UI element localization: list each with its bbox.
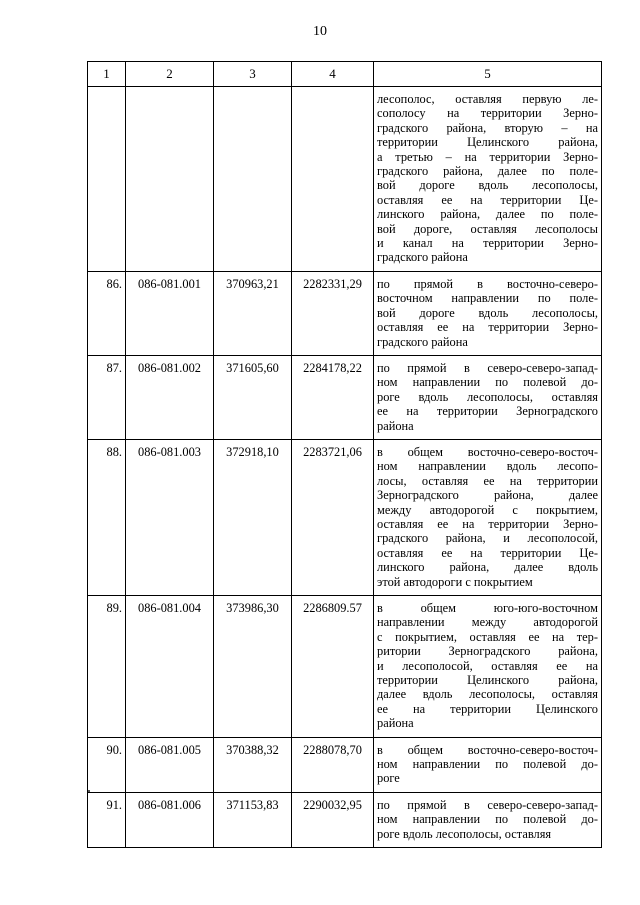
description-line: между автодорогой с покрытием, — [377, 502, 598, 517]
description-line: в общем восточно-северо-восточ- — [377, 742, 598, 757]
description-line: ее на территории Целинского — [377, 701, 598, 716]
cell-code: 086-081.004 — [126, 596, 214, 738]
description-line: ном направлении вдоль лесопо- — [377, 459, 598, 474]
description-line: и канал на территории Зерно- — [377, 236, 598, 251]
cell-y — [292, 87, 374, 272]
table-body — [88, 87, 602, 848]
description-line: и лесополосой, оставляя ее на — [377, 658, 598, 673]
description-line: градского района, вторую – на — [377, 120, 598, 135]
cell-number: 86. — [88, 271, 126, 355]
cell-code: 086-081.006 — [126, 792, 214, 847]
description-line: лосы, оставляя ее на территории — [377, 473, 598, 488]
description-line: градского района, далее по поле- — [377, 164, 598, 179]
cell-number: 87. — [88, 355, 126, 439]
cell-description — [374, 737, 602, 792]
cell-description — [374, 596, 602, 738]
cell-x: 371605,60 — [214, 355, 292, 439]
column-header-4: 4 — [292, 62, 374, 87]
description-line: района — [377, 418, 414, 433]
description-line: ном направлении по полевой до- — [377, 757, 598, 772]
cell-description — [374, 355, 602, 439]
cell-y: 2283721,06 — [292, 439, 374, 595]
description-line: направлении между автодорогой — [377, 615, 598, 630]
description-line: Зерноградского района, далее — [377, 488, 598, 503]
description-line: по прямой в северо-северо-запад- — [377, 360, 598, 375]
cell-description — [374, 439, 602, 595]
cell-x: 371153,83 — [214, 792, 292, 847]
column-header-5: 5 — [374, 62, 602, 87]
description-line: территории Целинского района, — [377, 135, 598, 150]
description-line: оставляя ее на территории Зерно- — [377, 320, 598, 335]
description-line: ее на территории Зерноградского — [377, 404, 598, 419]
description-line: линского района, далее по поле- — [377, 207, 598, 222]
column-header-3: 3 — [214, 62, 292, 87]
boundary-table — [87, 61, 602, 848]
cell-number — [88, 87, 126, 272]
table-row — [88, 355, 602, 439]
description-line: с покрытием, оставляя ее на тер- — [377, 629, 598, 644]
description-line: вой дороге вдоль лесополосы, — [377, 305, 598, 320]
description-line: ном направлении по полевой до- — [377, 375, 598, 390]
stray-mark — [88, 790, 90, 792]
cell-number: 91. — [88, 792, 126, 847]
cell-x — [214, 87, 292, 272]
column-header-2: 2 — [126, 62, 214, 87]
description-line: в общем юго-юго-восточном — [377, 601, 598, 615]
table-row — [88, 792, 602, 847]
description-line: линского района, далее вдоль — [377, 560, 598, 575]
table-row — [88, 596, 602, 738]
description-line: района — [377, 716, 414, 731]
description-line: оставляя ее на территории Це- — [377, 192, 598, 207]
description-line: роге вдоль лесополосы, оставляя — [377, 826, 552, 841]
cell-x: 370963,21 — [214, 271, 292, 355]
description-line: ном направлении по полевой до- — [377, 812, 598, 827]
description-line: роге — [377, 771, 400, 786]
table-row — [88, 271, 602, 355]
description-line: территории Целинского района, — [377, 673, 598, 688]
column-header-1: 1 — [88, 62, 126, 87]
description-line: восточном направлении по поле- — [377, 291, 598, 306]
page-number: 10 — [313, 24, 327, 39]
description-line: градского района, и лесополосой, — [377, 531, 598, 546]
description-line: роге вдоль лесополосы, оставляя — [377, 389, 598, 404]
table-row — [88, 439, 602, 595]
description-line: оставляя ее на территории Зерно- — [377, 516, 598, 531]
description-line: градского района — [377, 250, 468, 265]
cell-description — [374, 792, 602, 847]
cell-x: 370388,32 — [214, 737, 292, 792]
cell-number: 89. — [88, 596, 126, 738]
description-line: в общем восточно-северо-восточ- — [377, 444, 598, 459]
description-line: вой дороге, оставляя лесополосы — [377, 221, 598, 236]
description-line: далее вдоль лесополосы, оставляя — [377, 687, 598, 702]
cell-y: 2288078,70 — [292, 737, 374, 792]
cell-x: 372918,10 — [214, 439, 292, 595]
cell-description — [374, 271, 602, 355]
table-row-continuation — [88, 87, 602, 272]
cell-code: 086-081.003 — [126, 439, 214, 595]
cell-y: 2284178,22 — [292, 355, 374, 439]
description-line: по прямой в восточно-северо- — [377, 276, 598, 291]
cell-y: 2286809.57 — [292, 596, 374, 738]
cell-x: 373986,30 — [214, 596, 292, 738]
table-row — [88, 737, 602, 792]
description-line: ритории Зерноградского района, — [377, 644, 598, 659]
cell-number: 88. — [88, 439, 126, 595]
description-line: этой автодороги с покрытием — [377, 574, 533, 589]
description-line: по прямой в северо-северо-запад- — [377, 797, 598, 812]
cell-description — [374, 87, 602, 272]
cell-y: 2282331,29 — [292, 271, 374, 355]
description-line: вой дороге вдоль лесополосы, — [377, 178, 598, 193]
cell-code: 086-081.001 — [126, 271, 214, 355]
table-header-row — [88, 62, 602, 87]
description-line: градского района — [377, 334, 468, 349]
cell-code: 086-081.002 — [126, 355, 214, 439]
cell-code — [126, 87, 214, 272]
cell-number: 90. — [88, 737, 126, 792]
cell-code: 086-081.005 — [126, 737, 214, 792]
description-line: оставляя ее на территории Це- — [377, 545, 598, 560]
description-line: а третью – на территории Зерно- — [377, 149, 598, 164]
cell-y: 2290032,95 — [292, 792, 374, 847]
description-line: сополосу на территории Зерно- — [377, 106, 598, 121]
description-line: лесополос, оставляя первую ле- — [377, 92, 598, 106]
